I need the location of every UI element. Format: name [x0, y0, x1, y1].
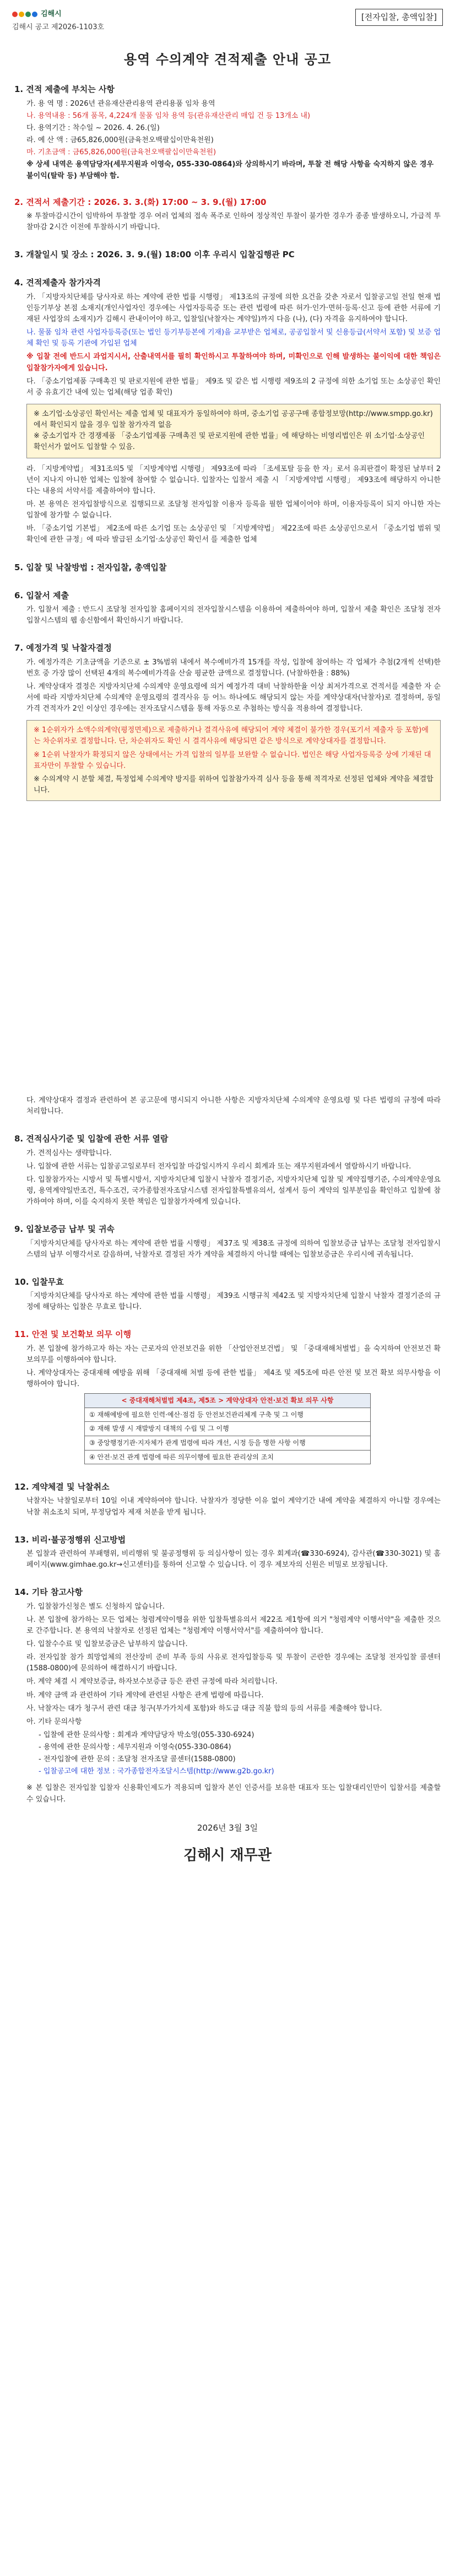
- sec14-line: 다. 입찰수수료 및 입찰보증금은 납부하지 않습니다.: [26, 1639, 188, 1648]
- sec4-para: 바. 「중소기업 기본법」 제2조에 따른 소기업 또는 소상공인 및 「지방계약법」 제22조에 따른 소상공인으로서 「중소기업 범위 및 확인에 관한 규정」에 따라 발급된 소기업·소상공인 확인서 를 제출한 업체: [26, 524, 441, 544]
- header: [0, 0, 455, 33]
- sec14-line: 사. 낙찰자는 대가 청구서 관련 대금 청구(부가가치세 포함)와 하도급 대금 직불 합의 등의 서류를 제출해야 합니다.: [26, 1704, 382, 1713]
- table-row: ② 재해 발생 시 재발방지 대책의 수립 및 그 이행: [85, 1422, 371, 1436]
- sec11-para: 가. 본 입찰에 참가하고자 하는 자는 근로자의 안전보건을 위한 「산업안전보건법」 및 「중대재해처벌법」을 숙지하여 안전보건 확보의무를 이행하여야 합니다.: [26, 1344, 441, 1364]
- sec4-notice-box: ※ 소기업·소상공인 확인서는 제출 업체 및 대표자가 동일하여야 하며, 중소기업 공공구매 종합정보망(http://www.smpp.go.kr)에서 확인되지 않을 경우 입찰 참가자격 없음 ※ 중소기업자 간 경쟁제품 「중소기업제품 구매촉진 및 판로지원에 관한 법률」에 해당하는 비영리법인은 위 소기업·소상공인 확인서가 없어도 입찰할 수 있음.: [26, 404, 441, 458]
- sec7-notice-box: ※ 1순위자가 소액수의계약(평정면제)으로 제출하거나 결격사유에 해당되어 계약 체결이 불가한 경우(포기서 제출자 등 포함)에는 차순위자로 결정합니다. 단, 차순위자도 확인 시 결격사유에 해당되면 같은 방식으로 계약상대자를 결정합니다. ※ 1순위 낙찰자가 확정되지 않은 상태에서는 가격 입찰의 일부를 보완할 수 없습니다. 법인은 해당 사업자등록증 상에 기재된 대표자만이 투찰할 수 있습니다. ※ 수의계약 시 분할 체결, 특정업체 수의계약 방지를 위하여 입찰참가자격 심사 등을 통해 적격자로 선정된 업체와 계약을 체결합니다.: [26, 720, 441, 801]
- safety-duty-table: [84, 1393, 371, 1464]
- table-row: ④ 안전·보건 관계 법령에 따른 의무이행에 필요한 관리상의 조치: [85, 1450, 371, 1464]
- section-6-heading: 6. 입찰서 제출: [14, 590, 69, 600]
- issuing-authority: 김해시 재무관: [183, 1847, 272, 1864]
- bid-type-badge: [전자입찰, 총액입찰]: [355, 9, 443, 26]
- sec4-para: 라. 「지방계약법」 제31조의5 및 「지방계약법 시행령」 제93조에 따라 「조세포탈 등을 한 자」로서 유죄판결이 확정된 날부터 2년이 지나지 아니한 업체는 입찰에 참여할 수 없습니다. 입찰자는 입찰서 제출 시 「지방계약법 시행령」 제93조에 해당하지 아니한다는 내용의 서약서를 제출하여야 합니다.: [26, 464, 441, 495]
- sec2-note: ※ 투찰마감시간이 임박하여 투찰할 경우 여러 업체의 접속 폭주로 인하여 정상적인 투찰이 불가한 경우가 종종 발생하오니, 가급적 투찰마감 2시간 이전에 투찰하시기 바랍니다.: [26, 212, 441, 232]
- table-header: < 중대재해처벌법 제4조, 제5조 > 계약상대자 안전·보건 확보 의무 사항: [85, 1394, 371, 1408]
- section-10-heading: 10. 입찰무효: [14, 1276, 64, 1287]
- section-11-heading: 11. 안전 및 보건확보 의무 이행: [14, 1329, 132, 1340]
- sec4-para: 다. 「중소기업제품 구매촉진 및 판로지원에 관한 법률」 제9조 및 같은 법 시행령 제9조의 2 규정에 의한 소기업 또는 소상공인 확인서 중 유효기간 내에 있는 업체(해당 업종 확인): [26, 377, 441, 397]
- section-2-heading: 2. 견적서 제출기간 : 2026. 3. 3.(화) 17:00 ~ 3. 9.(월) 17:00: [14, 197, 267, 207]
- sec11-para: 나. 계약상대자는 중대재해 예방을 위해 「중대재해 처벌 등에 관한 법률」 제4조 및 제5조에 따른 안전 및 보건 확보 의무사항을 이행하여야 합니다.: [26, 1368, 441, 1389]
- blank-area: [14, 807, 441, 1093]
- sec8-para: 나. 입찰에 관한 서류는 입찰공고일로부터 전자입찰 마감일시까지 우리시 회계과 또는 재무지원과에서 열람하시기 바랍니다.: [26, 1162, 411, 1171]
- section-1-heading: 1. 견적 제출에 부치는 사항: [14, 84, 115, 95]
- table-row: ③ 중앙행정기관·지자체가 관계 법령에 따라 개선, 시정 등을 명한 사항 이행: [85, 1436, 371, 1451]
- sec6-para: 가. 입찰서 제출 : 반드시 조달청 전자입찰 홈페이지의 전자입찰시스템을 이용하여 제출하여야 하며, 입찰서 제출 확인은 조달청 전자입찰시스템의 웹 송신함에서 확인하시기 바랍니다.: [26, 605, 441, 625]
- section-13-heading: 13. 비리·불공정행위 신고방법: [14, 1534, 126, 1545]
- logo-text: 김해시: [41, 10, 62, 18]
- contact-line: - 용역에 관한 문의사항 : 세무지원과 이영숙(055-330-0864): [39, 1743, 231, 1752]
- notice-body: [0, 83, 455, 1866]
- contact-line: - 입찰에 관한 문의사항 : 회계과 계약담당자 박소영(055-330-6924): [39, 1730, 254, 1739]
- notice-number: 김해시 공고 제2026-1103호: [12, 23, 105, 32]
- sec8-para: 가. 견적심사는 생략합니다.: [26, 1149, 112, 1157]
- section-4-heading: 4. 견적제출자 참가자격: [14, 278, 101, 288]
- section-14-heading: 14. 기타 참고사항: [14, 1587, 83, 1598]
- sec14-line: 가. 입찰참가신청은 별도 신청하지 않습니다.: [26, 1602, 165, 1611]
- section-5-heading: 5. 입찰 및 낙찰방법 : 전자입찰, 총액입찰: [14, 562, 167, 572]
- section-12-heading: 12. 계약체결 및 낙찰취소: [14, 1482, 110, 1492]
- sec7-para: 다. 계약상대자 결정과 관련하여 본 공고문에 명시되지 아니한 사항은 지방자치단체 수의계약 운영요령 및 다른 법령의 규정에 따라 처리합니다.: [26, 1096, 441, 1116]
- contact-line: - 전자입찰에 관한 문의 : 조달청 전자조달 콜센터(1588-0800): [39, 1755, 236, 1764]
- sec4-para: 마. 본 용역은 전자입찰방식으로 집행되므로 조달청 전자입찰 이용자 등록을 필한 업체이어야 하며, 이용자등록이 되지 아니한 자는 입찰에 참가할 수 없습니다.: [26, 500, 441, 520]
- sec4-para: 가. 「지방자치단체를 당사자로 하는 계약에 관한 법률 시행령」 제13조의 규정에 의한 요건을 갖춘 자로서 입찰공고일 전일 현재 법인등기부상 본점 소재지(개인사업자인 경우에는 사업자등록증 또는 관련 법령에 따른 허가·인가·면허·등록·신고 등에 관한 서류에 기재된 사업장의 소재지)가 김해시 관내이어야 하고, 입찰일(낙찰자는 계약일)까지 다음 (나), (다) 자격을 유지하여야 합니다.: [26, 293, 441, 324]
- sec14-line: 나. 본 입찰에 참가하는 모든 업체는 청렴계약이행을 위한 입찰특별유의서 제22조 제1항에 의거 "청렴계약 이행서약"을 제출한 것으로 간주합니다. 본 용역의 낙찰자로 선정된 업체는 "청렴계약 이행서약서"를 제출하여야 합니다.: [26, 1615, 441, 1635]
- sec1-line: 나. 용역내용 : 56개 품목, 4,224개 물품 임차 용역 등(관유재산관리 매입 건 등 13개소 내): [26, 111, 311, 120]
- section-3-heading: 3. 개찰일시 및 장소 : 2026. 3. 9.(월) 18:00 이후 우리시 입찰집행관 PC: [14, 250, 295, 260]
- sec14-line: 마. 계약 체결 시 계약보증금, 하자보수보증금 등은 관련 규정에 따라 처리합니다.: [26, 1677, 278, 1686]
- notice-date: 2026년 3월 3일: [197, 1822, 258, 1833]
- sec10-para: 「지방자치단체를 당사자로 하는 계약에 관한 법률 시행령」 제39조 시행규칙 제42조 및 지방자치단체 입찰시 낙찰자 결정기준의 규정에 해당하는 입찰은 무효로 합니다.: [26, 1292, 441, 1312]
- sec8-para: 다. 입찰참가자는 시방서 및 특별시방서, 지방자치단체 입찰시 낙찰자 결정기준, 지방자치단체 입찰 및 계약집행기준, 수의계약운영요령, 용역계약일반조건, 특수조건, 국가종합전자조달시스템 전자입찰특별유의서, 설계서 등이 계약의 일부분임을 확인하고 입찰에 참가하여야 하며, 이를 숙지하지 못한 책임은 입찰참가자에게 있습니다.: [26, 1175, 441, 1206]
- sec4-warning: ※ 입찰 전에 반드시 과업지시서, 산출내역서를 필히 확인하시고 투찰하여야 하며, 미확인으로 인해 발생하는 불이익에 대한 책임은 입찰참가자에게 있습니다.: [26, 353, 441, 372]
- page-title: 용역 수의계약 견적제출 안내 공고: [124, 52, 331, 68]
- sec1-note: ※ 상세 내역은 용역담당자(세무지원과 이영숙, 055-330-0864)와 상의하시기 바라며, 투찰 전 해당 사항을 숙지하지 않은 경우 불이익(탈락 등) 부담해야 함.: [26, 160, 434, 180]
- section-9-heading: 9. 입찰보증금 납부 및 귀속: [14, 1224, 115, 1235]
- sec7-para: 나. 계약상대자 결정은 지방자치단체 수의계약 운영요령에 의거 예정가격 대비 낙찰하한율 이상 최저가격으로 견적서를 제출한 자 순서에 따라 지방자치단체 수의계약 운영요령의 결격사유 등 어느 하나에도 해당되지 않는 자를 계약상대자(낙찰자)로 결정하며, 동일 가격 견적자가 2인 이상인 경우에는 전자조달시스템을 통해 자동으로 추첨하는 방식을 적용하여 결정합니다.: [26, 682, 441, 713]
- sec4-para: 나. 물품 임차 관련 사업자등록증(또는 법인 등기부등본에 기재)을 교부받은 업체로, 공공입찰서 및 신용등급(서약서 포함) 및 보증 업체 확인 및 등록 기관에 가입된 업체: [26, 328, 441, 348]
- sec12-para: 낙찰자는 낙찰일로부터 10일 이내 계약하여야 합니다. 낙찰자가 정당한 이유 없이 계약기간 내에 계약을 체결하지 아니할 경우에는 낙찰 취소조치 되며, 부정당업자 제재 처분을 받게 됩니다.: [26, 1497, 441, 1517]
- contact-line-link[interactable]: - 입찰공고에 대한 정보 : 국가종합전자조달시스템(http://www.g2b.go.kr): [39, 1767, 274, 1776]
- contacts-heading: 아. 기타 문의사항: [26, 1717, 82, 1726]
- sec14-line: 바. 계약 금액 과 관련하여 기타 계약에 관련된 사항은 관계 법령에 따릅니다.: [26, 1691, 264, 1700]
- sec1-line: 가. 용 역 명 : 2026년 관유재산관리용역 관리용품 임차 용역: [26, 99, 215, 108]
- section-8-heading: 8. 견적심사기준 및 입찰에 관한 서류 열람: [14, 1134, 169, 1144]
- sec14-line: 라. 전자입찰 참가 희망업체의 전산장비 준비 부족 등의 사유로 전자입찰등록 및 투찰이 곤란한 경우에는 조달청 전자입찰 콜센터(1588-0800)에 문의하여 해결하시기 바랍니다.: [26, 1653, 441, 1673]
- section-7-heading: 7. 예정가격 및 낙찰자결정: [14, 643, 112, 653]
- sec1-line: 라. 예 산 액 : 금65,826,000원(금육천오백팔십이만육천원): [26, 136, 214, 145]
- sec7-para: 가. 예정가격은 기초금액을 기준으로 ± 3%범위 내에서 복수예비가격 15개를 작성, 입찰에 참여하는 각 업체가 추첨(2개씩 선택)한 번호 중 가장 많이 선택된 4개의 복수예비가격을 산술 평균한 금액으로 결정합니다. (낙찰하한율 : 88%): [26, 658, 441, 678]
- logo: [12, 9, 104, 33]
- sec9-para: 「지방자치단체를 당사자로 하는 계약에 관한 법률 시행령」 제37조 및 제38조 규정에 의하여 입찰보증금 납부는 조달청 전자입찰시스템의 납부 이행각서로 갈음하며, 낙찰자로 결정된 자가 계약을 체결하지 아니할 때에는 입찰보증금은 우리시에 귀속됩니다.: [26, 1239, 441, 1259]
- sec14-note: ※ 본 입찰은 전자입찰 입찰자 신용확인제도가 적용되며 입찰자 본인 인증서를 보유한 대표자 또는 입찰대리인만이 입찰서를 제출할 수 있습니다.: [26, 1784, 441, 1804]
- gimhae-logo-icon: [12, 9, 104, 20]
- sec1-line: 마. 기초금액 : 금65,826,000원(금육천오백팔십이만육천원): [26, 148, 216, 157]
- table-row: ① 재해예방에 필요한 인력·예산·점검 등 안전보건관리체계 구축 및 그 이행: [85, 1408, 371, 1422]
- sec1-line: 다. 용역기간 : 착수일 ~ 2026. 4. 26.(일): [26, 124, 160, 132]
- sec13-para: 본 입찰과 관련하여 부패행위, 비리행위 및 불공정행위 등 의심사항이 있는 경우 회계과(☎330-6924), 감사관(☎330-3021) 및 홈페이지(www.gimhae.go.kr→신고센터)를 통하여 신고할 수 있습니다. 이 경우 제보자의 신원은 비밀로 보장됩니다.: [26, 1549, 441, 1570]
